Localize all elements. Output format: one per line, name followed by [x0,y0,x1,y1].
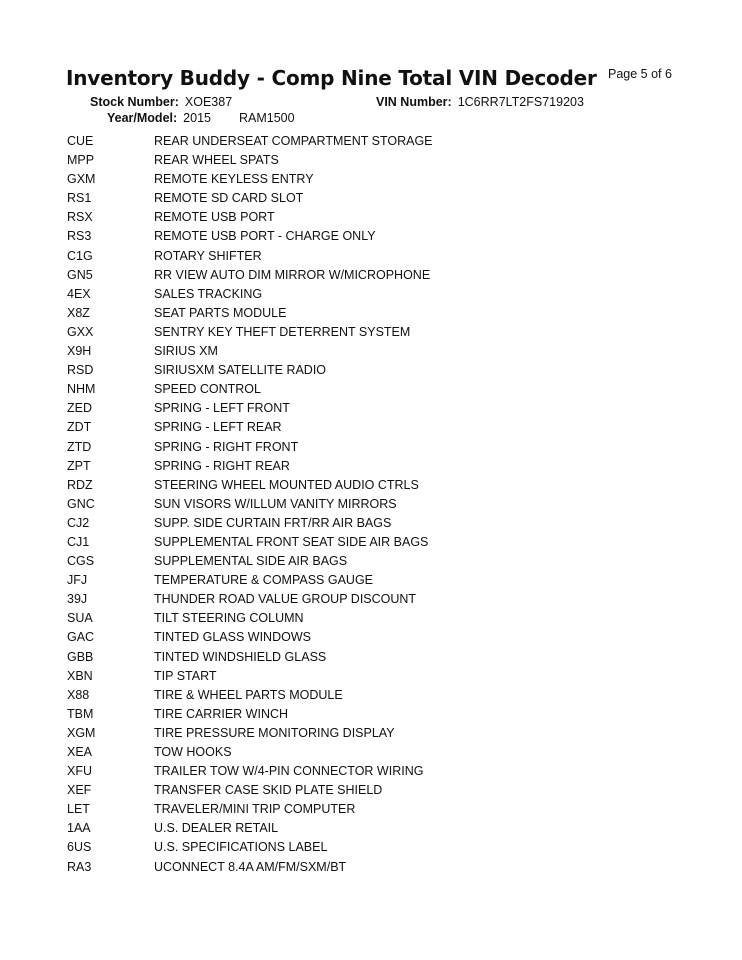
option-row [67,132,627,151]
option-description: TINTED GLASS WINDOWS [154,630,311,645]
option-description: REMOTE KEYLESS ENTRY [154,172,314,187]
option-description: REMOTE USB PORT [154,210,275,225]
option-row [67,418,627,437]
option-code-list [67,132,627,877]
option-row [67,380,627,399]
option-code: 39J [67,592,88,607]
option-row [67,609,627,628]
option-description: SUN VISORS W/ILLUM VANITY MIRRORS [154,496,397,511]
year-model-label: Year/Model: [107,111,178,125]
option-description: STEERING WHEEL MOUNTED AUDIO CTRLS [154,477,419,492]
option-row [67,361,627,380]
option-description: SPEED CONTROL [154,382,261,397]
option-description: SIRIUS XM [154,344,218,359]
vin-number-field [376,95,584,109]
year-model-field [107,111,295,125]
option-row [67,476,627,495]
option-description: THUNDER ROAD VALUE GROUP DISCOUNT [154,592,417,607]
option-code: RS1 [67,191,92,206]
page-number: Page 5 of 6 [608,67,672,81]
stock-number-field [90,95,232,109]
year-value: 2015 [183,111,211,125]
option-row [67,438,627,457]
option-description: TIRE & WHEEL PARTS MODULE [154,687,343,702]
option-description: UCONNECT 8.4A AM/FM/SXM/BT [154,859,347,874]
option-code: CUE [67,134,94,148]
option-row [67,285,627,304]
option-code: 1AA [67,821,91,836]
option-code: XFU [67,764,92,779]
option-description: TRAVELER/MINI TRIP COMPUTER [154,802,356,817]
option-description: TIRE PRESSURE MONITORING DISPLAY [154,725,395,740]
option-code: CJ1 [67,534,90,549]
option-code: NHM [67,382,96,397]
option-row [67,590,627,609]
option-description: TEMPERATURE & COMPASS GAUGE [154,573,374,588]
option-description: SUPPLEMENTAL FRONT SEAT SIDE AIR BAGS [154,534,429,549]
option-row [67,227,627,246]
vin-number-value: 1C6RR7LT2FS719203 [457,95,584,109]
option-row [67,170,627,189]
option-row [67,399,627,418]
option-code: XGM [67,725,96,740]
option-description: REMOTE USB PORT - CHARGE ONLY [154,229,376,244]
option-description: SPRING - RIGHT FRONT [154,439,299,454]
option-description: TRAILER TOW W/4-PIN CONNECTOR WIRING [154,764,424,779]
option-code: MPP [67,153,95,168]
option-code: 6US [67,840,92,855]
option-description: TIRE CARRIER WINCH [154,706,289,721]
option-description: SPRING - LEFT FRONT [154,401,290,416]
option-description: SEAT PARTS MODULE [154,305,287,320]
option-row [67,743,627,762]
option-description: TILT STEERING COLUMN [154,611,304,626]
option-description: REMOTE SD CARD SLOT [154,191,304,206]
option-code: X88 [67,687,90,702]
option-description: TRANSFER CASE SKID PLATE SHIELD [154,783,383,798]
option-row [67,838,627,857]
option-code: GXM [67,172,96,187]
option-row [67,686,627,705]
option-code: RSX [67,210,93,225]
option-row [67,247,627,266]
option-code: RSD [67,363,94,378]
option-row [67,514,627,533]
option-description: TIP START [154,668,217,683]
option-code: RA3 [67,859,92,874]
option-row [67,342,627,361]
option-code: GXX [67,324,94,339]
option-row [67,189,627,208]
option-code: SUA [67,611,93,626]
option-row [67,628,627,647]
option-description: SUPP. SIDE CURTAIN FRT/RR AIR BAGS [154,515,392,530]
option-description: REAR WHEEL SPATS [154,153,279,168]
option-description: RR VIEW AUTO DIM MIRROR W/MICROPHONE [154,267,431,282]
option-code: GBB [67,649,94,664]
option-code: XEA [67,745,93,759]
option-description: ROTARY SHIFTER [154,248,262,263]
option-row [67,323,627,342]
option-code: GNC [67,496,95,511]
option-code: GAC [67,630,95,645]
option-description: U.S. SPECIFICATIONS LABEL [154,840,328,855]
option-code: RDZ [67,477,93,492]
option-row [67,762,627,781]
option-description: SIRIUSXM SATELLITE RADIO [154,363,327,378]
option-code: RS3 [67,229,92,244]
document-title: Inventory Buddy - Comp Nine Total VIN Decoder [66,66,597,90]
stock-number-value: XOE387 [184,95,233,109]
option-code: JFJ [67,573,88,588]
option-code: ZPT [67,458,91,473]
option-row [67,781,627,800]
option-code: X8Z [67,305,90,320]
option-code: X9H [67,344,92,359]
option-code: C1G [67,248,93,263]
vin-number-label: VIN Number: [376,95,452,109]
option-row [67,533,627,552]
option-description: SALES TRACKING [154,286,263,301]
option-row [67,552,627,571]
option-description: TINTED WINDSHIELD GLASS [154,649,327,664]
option-row [67,819,627,838]
option-row [67,495,627,514]
option-row [67,304,627,323]
option-description: SENTRY KEY THEFT DETERRENT SYSTEM [154,324,411,339]
option-row [67,724,627,743]
option-code: CGS [67,554,95,569]
option-description: SPRING - LEFT REAR [154,420,282,435]
option-row [67,457,627,476]
stock-number-label: Stock Number: [90,95,179,109]
option-row [67,800,627,819]
option-row [67,648,627,667]
option-code: TBM [67,706,94,721]
option-row [67,858,627,877]
option-code: CJ2 [67,515,90,530]
option-row [67,266,627,285]
option-description: SPRING - RIGHT REAR [154,458,290,473]
option-row [67,208,627,227]
model-value: RAM1500 [238,111,295,125]
option-description: TOW HOOKS [154,745,232,759]
option-code: ZTD [67,439,92,454]
option-row [67,667,627,686]
option-row [67,705,627,724]
option-code: XBN [67,668,93,683]
option-code: ZED [67,401,92,416]
option-code: ZDT [67,420,92,435]
option-row [67,151,627,170]
option-code: GN5 [67,267,93,282]
option-code: XEF [67,783,92,798]
option-description: U.S. DEALER RETAIL [154,821,279,836]
option-code: 4EX [67,286,91,301]
option-description: SUPPLEMENTAL SIDE AIR BAGS [154,554,348,569]
option-row [67,571,627,590]
option-code: LET [67,802,90,817]
option-description: REAR UNDERSEAT COMPARTMENT STORAGE [154,134,433,148]
